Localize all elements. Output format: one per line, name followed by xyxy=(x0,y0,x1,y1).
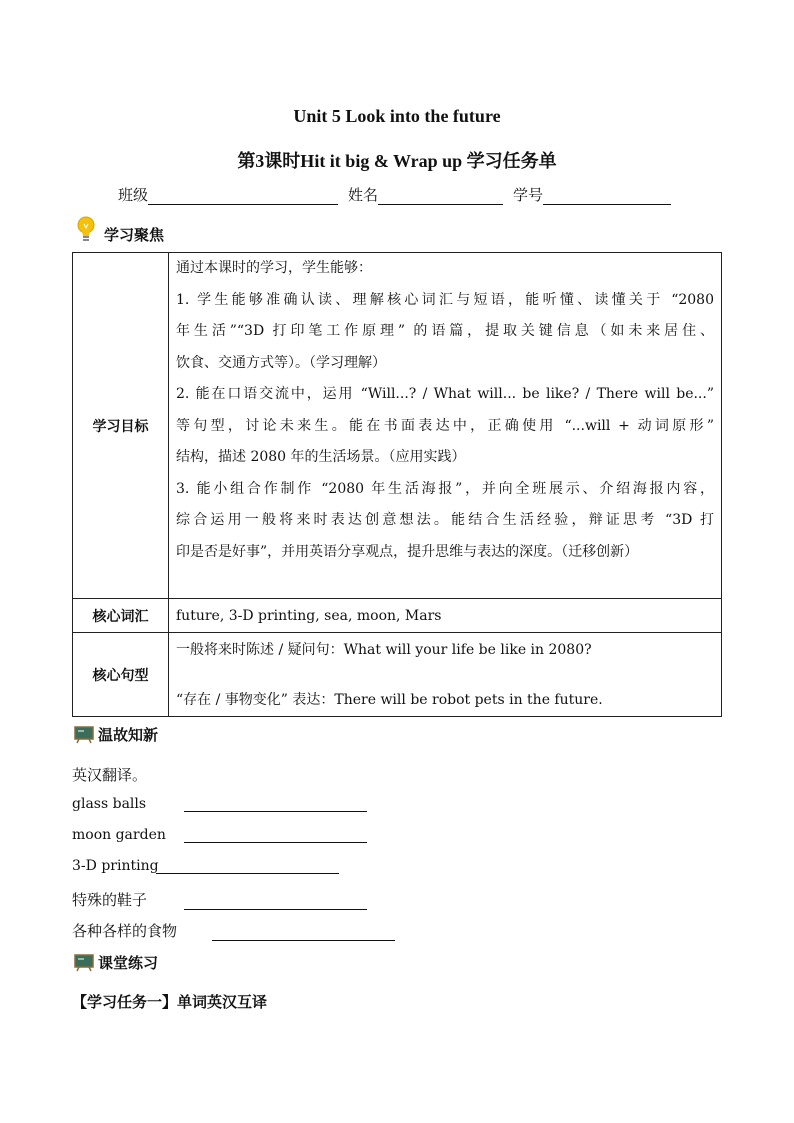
learning-focus-table xyxy=(72,252,722,717)
review-heading-text: 温故知新 xyxy=(98,726,159,744)
task-one-heading: 【学习任务一】单词英汉互译 xyxy=(72,993,268,1011)
sentence-line: 一般将来时陈述 / 疑问句：What will your life be like in 2080? xyxy=(176,642,592,658)
sentences-label: 核心句型 xyxy=(73,633,169,717)
goals-label: 学习目标 xyxy=(73,253,169,599)
goal-line: 通过本课时的学习，学生能够： xyxy=(176,260,372,276)
name-label: 姓名 xyxy=(348,186,379,204)
class-blank[interactable] xyxy=(148,186,338,205)
review-item: glass balls xyxy=(72,796,367,812)
goal-line: 饮食、交通方式等）。（学习理解） xyxy=(176,354,386,371)
document-subtitle: 第3课时Hit it big & Wrap up 学习任务单 xyxy=(237,151,557,171)
blackboard-icon xyxy=(74,954,94,972)
goal-line: 2. 能在口语交流中，运用 “Will...? / What will... be like? / There will be...” xyxy=(176,386,714,402)
review-section-heading xyxy=(74,724,158,745)
goal-line: 印是否是好事”，并用英语分享观点，提升思维与表达的深度。（迁移创新） xyxy=(176,543,639,560)
answer-blank[interactable] xyxy=(184,797,367,812)
sentence-line: “存在 / 事物变化” 表达：There will be robot pets in the future. xyxy=(176,692,603,708)
goal-line: 3. 能小组合作制作 “2080 年生活海报”，并向全班展示、介绍海报内容， xyxy=(176,480,714,497)
focus-heading-text: 学习聚焦 xyxy=(104,226,165,244)
class-label: 班级 xyxy=(118,186,149,204)
review-item: moon garden xyxy=(72,827,367,843)
lightbulb-icon xyxy=(76,216,96,244)
focus-section-heading xyxy=(76,214,164,245)
goals-content xyxy=(169,253,722,599)
document-title: Unit 5 Look into the future xyxy=(293,106,501,126)
number-blank[interactable] xyxy=(543,186,671,205)
answer-blank[interactable] xyxy=(156,859,339,874)
goal-line: 年生活”“3D 打印笔工作原理” 的语篇，提取关键信息（如未来居住、 xyxy=(176,323,714,339)
answer-blank[interactable] xyxy=(184,895,367,910)
practice-heading-text: 课堂练习 xyxy=(98,954,159,972)
number-label: 学号 xyxy=(513,186,544,204)
blackboard-icon xyxy=(74,726,94,744)
review-item: 各种各样的食物 xyxy=(72,920,395,941)
goal-line: 等句型，讨论未来生。能在书面表达中，正确使用 “...will + 动词原形” xyxy=(176,417,714,434)
answer-blank[interactable] xyxy=(212,926,395,941)
name-blank[interactable] xyxy=(378,186,503,205)
practice-section-heading xyxy=(74,952,158,973)
student-info-row xyxy=(118,184,681,205)
vocab-content: future, 3-D printing, sea, moon, Mars xyxy=(169,599,722,633)
review-instruction: 英汉翻译。 xyxy=(72,766,148,784)
goal-line: 结构，描述 2080 年的生活场景。（应用实践） xyxy=(176,449,466,465)
sentences-content xyxy=(169,633,722,717)
goal-line: 1. 学生能够准确认读、理解核心词汇与短语，能听懂、读懂关于 “2080 xyxy=(176,291,714,308)
answer-blank[interactable] xyxy=(184,828,367,843)
review-item: 3-D printing xyxy=(72,858,339,874)
goal-line: 综合运用一般将来时表达创意想法。能结合生活经验，辩证思考 “3D 打 xyxy=(176,512,714,528)
vocab-label: 核心词汇 xyxy=(73,599,169,633)
review-item: 特殊的鞋子 xyxy=(72,889,367,910)
